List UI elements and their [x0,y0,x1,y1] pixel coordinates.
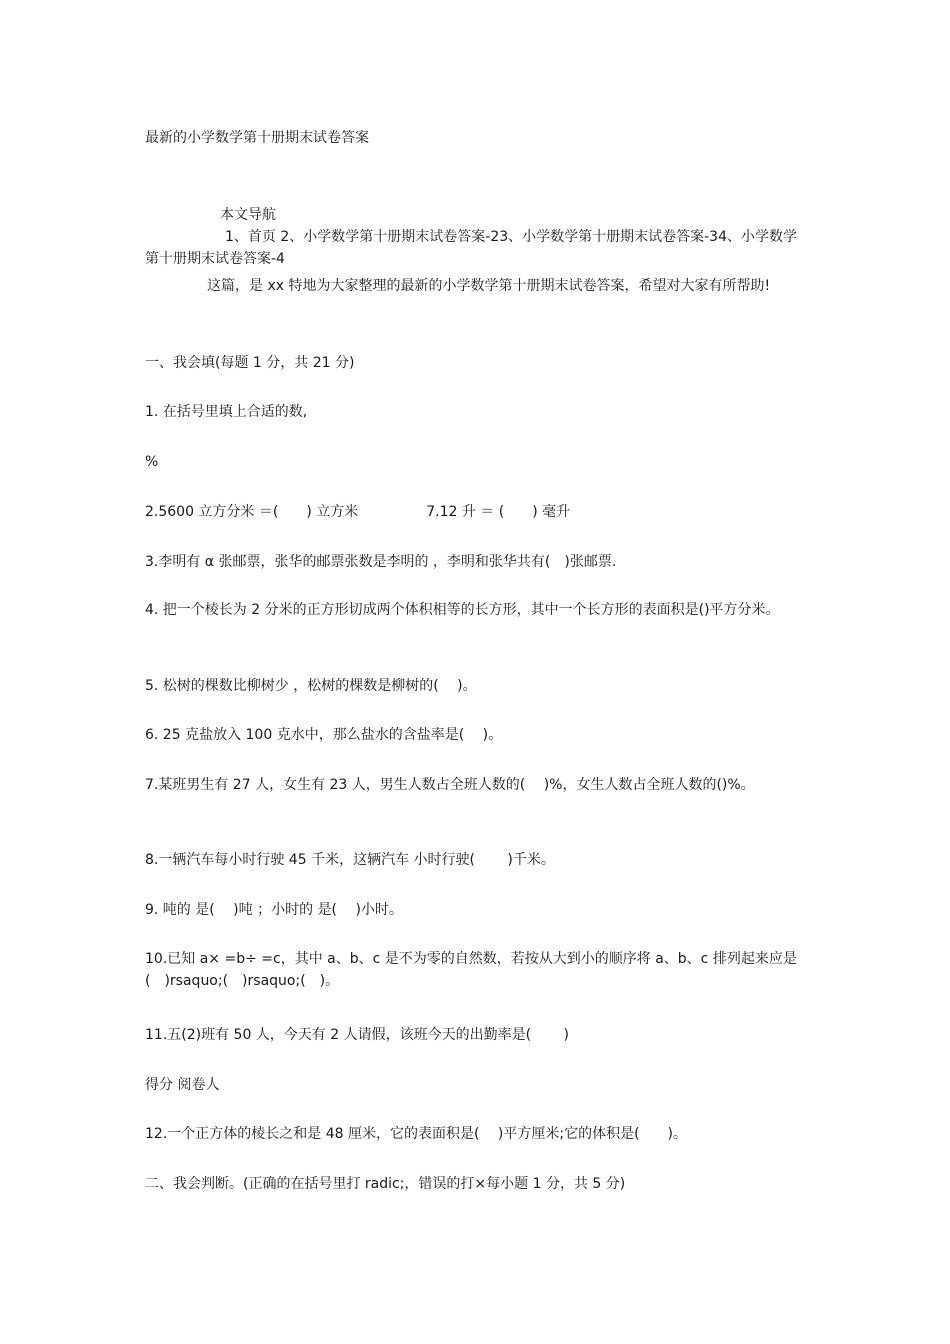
question-9: 9. 吨的 是( )吨 ；小时的 是( )小时。 [145,902,403,918]
percent-sign: % [145,454,159,470]
section1-heading: 一、我会填(每题 1 分，共 21 分) [145,355,355,371]
question-2a: 2.5600 立方分米 ＝( ) 立方米 [145,504,359,520]
question-3: 3.李明有 α 张邮票，张华的邮票张数是李明的 ，李明和张华共有( )张邮票. [145,554,617,570]
question-10: 10.已知 a× =b÷ =c，其中 a、b、c 是不为零的自然数，若按从大到小的顺序将 a、b、c 排列起来应是( )rsaquo;( )rsaquo;( )。 [145,951,797,989]
nav-title: 本文导航 [220,207,276,223]
document-title: 最新的小学数学第十册期末试卷答案 [145,130,369,146]
question-1: 1. 在括号里填上合适的数, [145,404,308,420]
question-8: 8.一辆汽车每小时行驶 45 千米，这辆汽车 小时行驶( )千米。 [145,852,555,868]
question-2b: 7.12 升 ＝ ( ) 毫升 [426,504,571,520]
question-5: 5. 松树的棵数比柳树少 ，松树的棵数是柳树的( )。 [145,678,477,694]
question-11: 11.五(2)班有 50 人，今天有 2 人请假，该班今天的出勤率是( ) [145,1027,569,1043]
question-2 [145,501,810,523]
question-7: 7.某班男生有 27 人，女生有 23 人，男生人数占全班人数的( )%，女生人数占全班人数的()%。 [145,777,755,793]
nav-links[interactable]: 1、首页 2、小学数学第十册期末试卷答案-23、小学数学第十册期末试卷答案-34、小学数学第十册期末试卷答案-4 [145,229,797,267]
question-4: 4. 把一个棱长为 2 分米的正方形切成两个体积相等的长方形，其中一个长方形的表面积是()平方分米。 [145,602,780,618]
score-reviewer-label: 得分 阅卷人 [145,1077,220,1093]
question-12: 12.一个正方体的棱长之和是 48 厘米，它的表面积是( )平方厘米;它的体积是( )。 [145,1126,687,1142]
section2-heading: 二、我会判断。(正确的在括号里打 radic;，错误的打×每小题 1 分，共 5 分) [145,1176,626,1192]
intro-paragraph: 这篇，是 xx 特地为大家整理的最新的小学数学第十册期末试卷答案，希望对大家有所帮助! [207,278,771,294]
question-6: 6. 25 克盐放入 100 克水中，那么盐水的含盐率是( )。 [145,727,503,743]
